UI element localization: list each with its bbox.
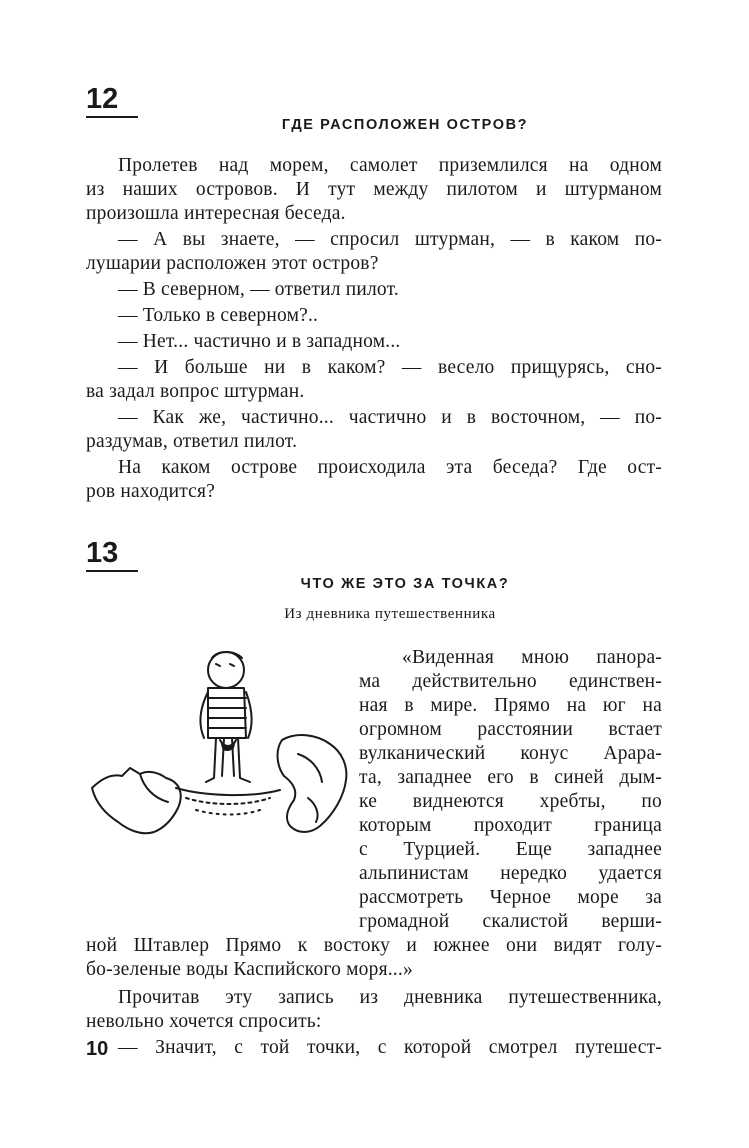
quote-line: с Турцией. Еще западнее [359,839,662,860]
text-line: — Только в северном?.. [118,305,319,326]
man-on-globe-illustration [84,648,356,858]
quote-line: ке виднеются хребты, по [359,791,662,812]
text-line: На каком острове происходила эта беседа? Где ост- [118,457,662,478]
text-line: Пролетев над морем, самолет приземлился на одном [118,155,662,176]
quote-line: ная в мире. Прямо на юг на [359,695,662,716]
quote-line: огромном расстоянии встает [359,719,662,740]
text-line: раздумав, ответил пилот. [86,431,298,452]
quote-line: «Виденная мною панора- [402,647,662,668]
text-line: — Нет... частично и в западном... [118,331,401,352]
text-line: — В северном, — ответил пилот. [118,279,399,300]
text-line: невольно хочется спросить: [86,1011,322,1032]
quote-line: та, западнее его в синей дым- [359,767,662,788]
problem-13-subtitle: Из дневника путешественника [284,606,496,622]
text-line: ров находится? [86,481,216,502]
text-line: — А вы знаете, — спросил штурман, — в каком по- [118,229,662,250]
problem-12-number: 12 [86,84,138,118]
text-line: из наших островов. И тут между пилотом и штурманом [86,179,662,200]
problem-13-number: 13 [86,538,138,572]
problem-12-title: ГДЕ РАСПОЛОЖЕН ОСТРОВ? [281,117,529,133]
text-line: произошла интересная беседа. [86,203,346,224]
text-line: — И больше ни в каком? — весело прищурясь, сно- [118,357,662,378]
quote-line: громадной скалистой верши- [359,911,662,932]
quote-line: которым проходит граница [359,815,662,836]
text-line: Прочитав эту запись из дневника путешественника, [118,987,662,1008]
text-line: лушарии расположен этот остров? [86,253,379,274]
quote-line: ма действительно единствен- [359,671,662,692]
quote-line: рассмотреть Черное море за [359,887,662,908]
text-line: — Значит, с той точки, с которой смотрел путешест- [118,1037,662,1058]
quote-line: ной Штавлер Прямо к востоку и южнее они видят голу- [86,935,662,956]
text-line: — Как же, частично... частично и в восточном, — по- [118,407,662,428]
text-line: ва задал вопрос штурман. [86,381,305,402]
quote-line: вулканический конус Арара- [359,743,662,764]
quote-line: бо-зеленые воды Каспийского моря...» [86,959,413,980]
page-number: 10 [86,1038,109,1060]
problem-13-title: ЧТО ЖЕ ЭТО ЗА ТОЧКА? [300,576,510,592]
quote-line: альпинистам нередко удается [359,863,662,884]
